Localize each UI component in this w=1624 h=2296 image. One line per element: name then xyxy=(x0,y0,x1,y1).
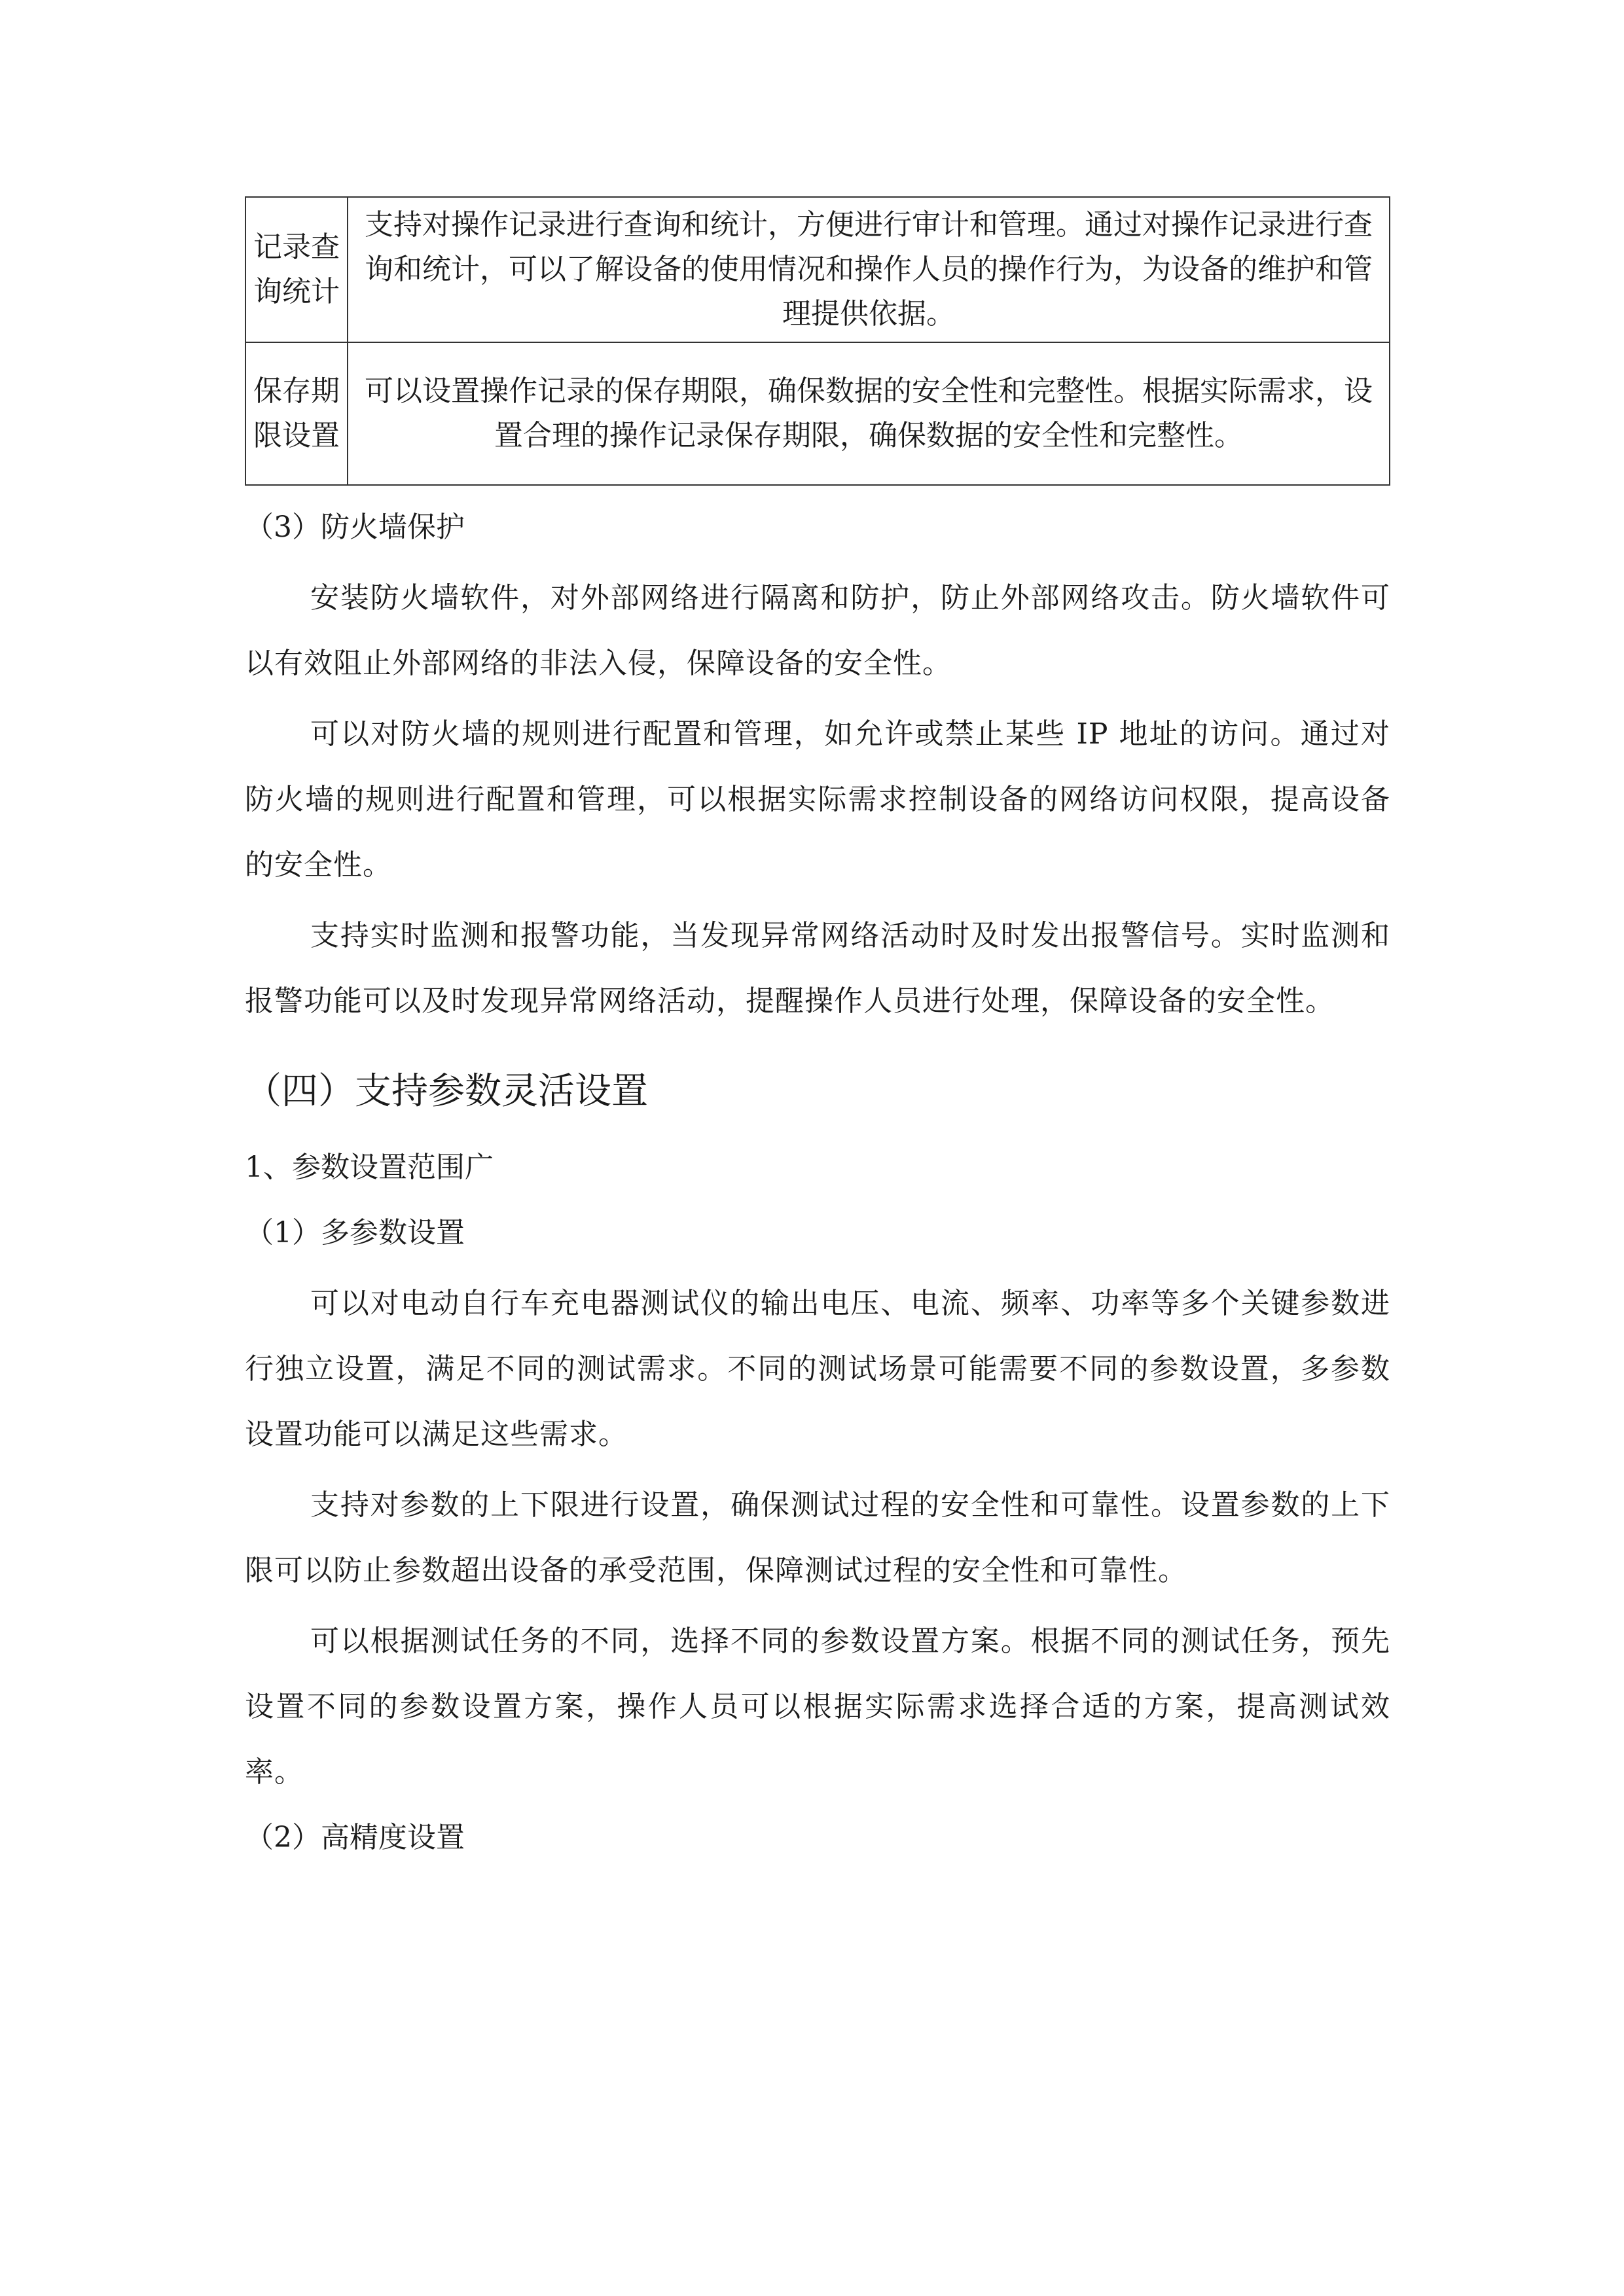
row-desc-retention: 可以设置操作记录的保存期限，确保数据的安全性和完整性。根据实际需求，设置合理的操作记录保存期限，确保数据的安全性和完整性。 xyxy=(348,342,1390,485)
paragraph: 可以根据测试任务的不同，选择不同的参数设置方案。根据不同的测试任务，预先设置不同的参数设置方案，操作人员可以根据实际需求选择合适的方案，提高测试效率。 xyxy=(245,1624,1390,1789)
firewall-heading: （3）防火墙保护 xyxy=(245,511,465,544)
paragraph: 可以对电动自行车充电器测试仪的输出电压、电流、频率、功率等多个关键参数进行独立设置，满足不同的测试需求。不同的测试场景可能需要不同的参数设置，多参数设置功能可以满足这些需求。 xyxy=(245,1287,1390,1451)
document-page xyxy=(245,196,1390,1871)
multi-param-heading: （1）多参数设置 xyxy=(245,1216,465,1249)
row-desc-record-query: 支持对操作记录进行查询和统计，方便进行审计和管理。通过对操作记录进行查询和统计，可以了解设备的使用情况和操作人员的操作行为，为设备的维护和管理提供依据。 xyxy=(348,197,1390,342)
operation-log-table xyxy=(245,196,1390,486)
row-label-record-query: 记录查询统计 xyxy=(245,197,348,342)
table-row xyxy=(245,197,1390,342)
high-precision-heading: （2）高精度设置 xyxy=(245,1821,465,1854)
paragraph: 支持实时监测和报警功能，当发现异常网络活动时及时发出报警信号。实时监测和报警功能可以及时发现异常网络活动，提醒操作人员进行处理，保障设备的安全性。 xyxy=(245,919,1390,1018)
paragraph: 可以对防火墙的规则进行配置和管理，如允许或禁止某些 IP 地址的访问。通过对防火墙的规则进行配置和管理，可以根据实际需求控制设备的网络访问权限，提高设备的安全性。 xyxy=(245,717,1390,882)
row-label-retention: 保存期限设置 xyxy=(245,342,348,485)
paragraph: 安装防火墙软件，对外部网络进行隔离和防护，防止外部网络攻击。防火墙软件可以有效阻止外部网络的非法入侵，保障设备的安全性。 xyxy=(245,581,1390,680)
table-row xyxy=(245,342,1390,485)
subsection-heading: 1、参数设置范围广 xyxy=(245,1151,494,1184)
paragraph: 支持对参数的上下限进行设置，确保测试过程的安全性和可靠性。设置参数的上下限可以防止参数超出设备的承受范围，保障测试过程的安全性和可靠性。 xyxy=(245,1488,1390,1587)
section-title: （四）支持参数灵活设置 xyxy=(245,1070,648,1113)
